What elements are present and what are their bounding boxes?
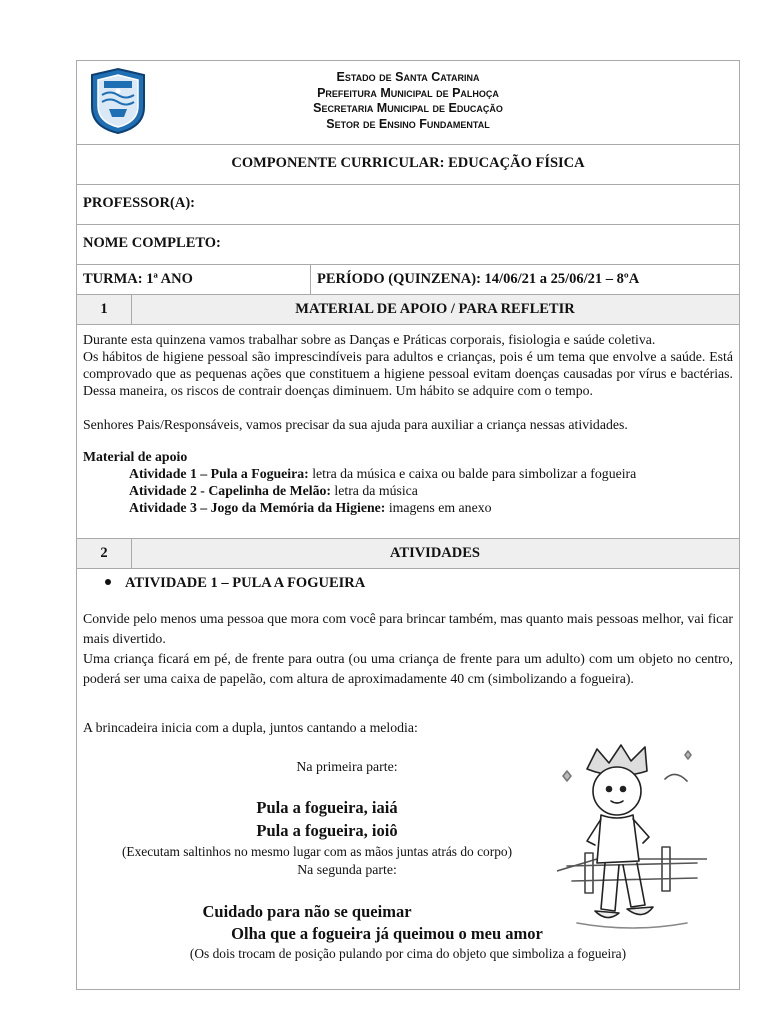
- activity-1-heading: [105, 575, 365, 592]
- name-row: [77, 225, 739, 265]
- activity-3-label: Atividade 3 – Jogo da Memória da Higiene:: [129, 500, 386, 515]
- section-1-number: 1: [100, 301, 108, 317]
- professor-label: PROFESSOR(A):: [83, 195, 195, 211]
- activity-1-title: ATIVIDADE 1 – PULA A FOGUEIRA: [125, 575, 366, 591]
- section-1-title: MATERIAL DE APOIO / PARA REFLETIR: [295, 301, 575, 317]
- institution-header-text: [77, 70, 739, 132]
- start-paragraph: A brincadeira inicia com a dupla, juntos cantando a melodia:: [83, 720, 418, 735]
- header-line-1: Estado de Santa Catarina: [336, 70, 480, 84]
- song-1-line-2: Pula a fogueira, ioiô: [256, 821, 398, 840]
- section-1-header: [77, 295, 739, 325]
- header-line-4: Setor de Ensino Fundamental: [326, 116, 490, 131]
- header-line-3: Secretaria Municipal de Educação: [313, 101, 503, 115]
- column-divider: [310, 265, 311, 294]
- activity-3-text: imagens em anexo: [385, 500, 492, 515]
- second-part-label: Na segunda parte:: [297, 862, 397, 877]
- class-period-row: [77, 265, 739, 295]
- song-1-line-1: Pula a fogueira, iaiá: [256, 798, 398, 817]
- activity-1-label: Atividade 1 – Pula a Fogueira:: [129, 466, 309, 481]
- activity-1-item: [83, 465, 733, 482]
- activity-2-text: letra da música: [330, 483, 418, 498]
- full-name-label: NOME COMPLETO:: [83, 235, 221, 251]
- professor-row: [77, 185, 739, 225]
- activity-2-label: Atividade 2 - Capelinha de Melão:: [129, 483, 331, 498]
- header-line-2: Prefeitura Municipal de Palhoça: [317, 85, 499, 100]
- bullet-icon: [105, 579, 111, 585]
- section-2-header: [77, 539, 739, 569]
- hygiene-paragraph: Os hábitos de higiene pessoal são imprescindíveis para adultos e crianças, pois é um tema que envolve a saúde. Está comprovado que as pequenas ações que constituem a higiene pessoal evitam doenças causadas por vírus e bactérias. Dessa maneira, os riscos de contrair doenças diminuem. Um hábito se adquire com o tempo.: [83, 349, 733, 398]
- child-with-crown-illustration: [557, 741, 707, 936]
- parents-paragraph: Senhores Pais/Responsáveis, vamos precisar da sua ajuda para auxiliar a criança nessas atividades.: [83, 417, 628, 432]
- first-part-note: (Executam saltinhos no mesmo lugar com as mãos juntas atrás do corpo): [121, 844, 513, 859]
- first-part-label: Na primeira parte:: [296, 759, 398, 774]
- song-2-line-1: Cuidado para não se queimar: [202, 902, 412, 921]
- support-material-text: [83, 331, 733, 516]
- component-title: COMPONENTE CURRICULAR: EDUCAÇÃO FÍSICA: [231, 155, 585, 171]
- activity-2-item: [83, 482, 733, 499]
- section-2-title: ATIVIDADES: [390, 545, 480, 561]
- invite-paragraph: Convide pelo menos uma pessoa que mora com você para brincar também, mas quanto mais pessoas melhor, vai ficar mais divertido.: [83, 611, 734, 646]
- section-1-body: [77, 325, 739, 539]
- instructions-paragraph: Uma criança ficará em pé, de frente para outra (ou uma criança de frente para um adulto) com um objeto no centro, poderá ser uma caixa de papelão, com altura de aproximadamente 40 cm (simbolizando a fogueira).: [83, 651, 733, 686]
- activity-3-item: [83, 499, 733, 516]
- second-part-note: (Os dois trocam de posição pulando por cima do objeto que simboliza a fogueira): [189, 946, 627, 961]
- document-header: [77, 61, 739, 145]
- material-title: Material de apoio: [83, 449, 188, 464]
- intro-paragraph: Durante esta quinzena vamos trabalhar sobre as Danças e Práticas corporais, fisiologia e saúde coletiva.: [83, 332, 656, 347]
- song-2-line-2: Olha que a fogueira já queimou o meu amor: [231, 924, 543, 943]
- class-label: TURMA: 1ª ANO: [83, 271, 193, 287]
- activity-1-text: letra da música e caixa ou balde para simbolizar a fogueira: [308, 466, 637, 481]
- document-frame: [76, 60, 740, 990]
- section-2-number: 2: [100, 545, 108, 561]
- component-row: [77, 145, 739, 185]
- period-label: PERÍODO (QUINZENA): 14/06/21 a 25/06/21 – 8ºA: [317, 271, 640, 287]
